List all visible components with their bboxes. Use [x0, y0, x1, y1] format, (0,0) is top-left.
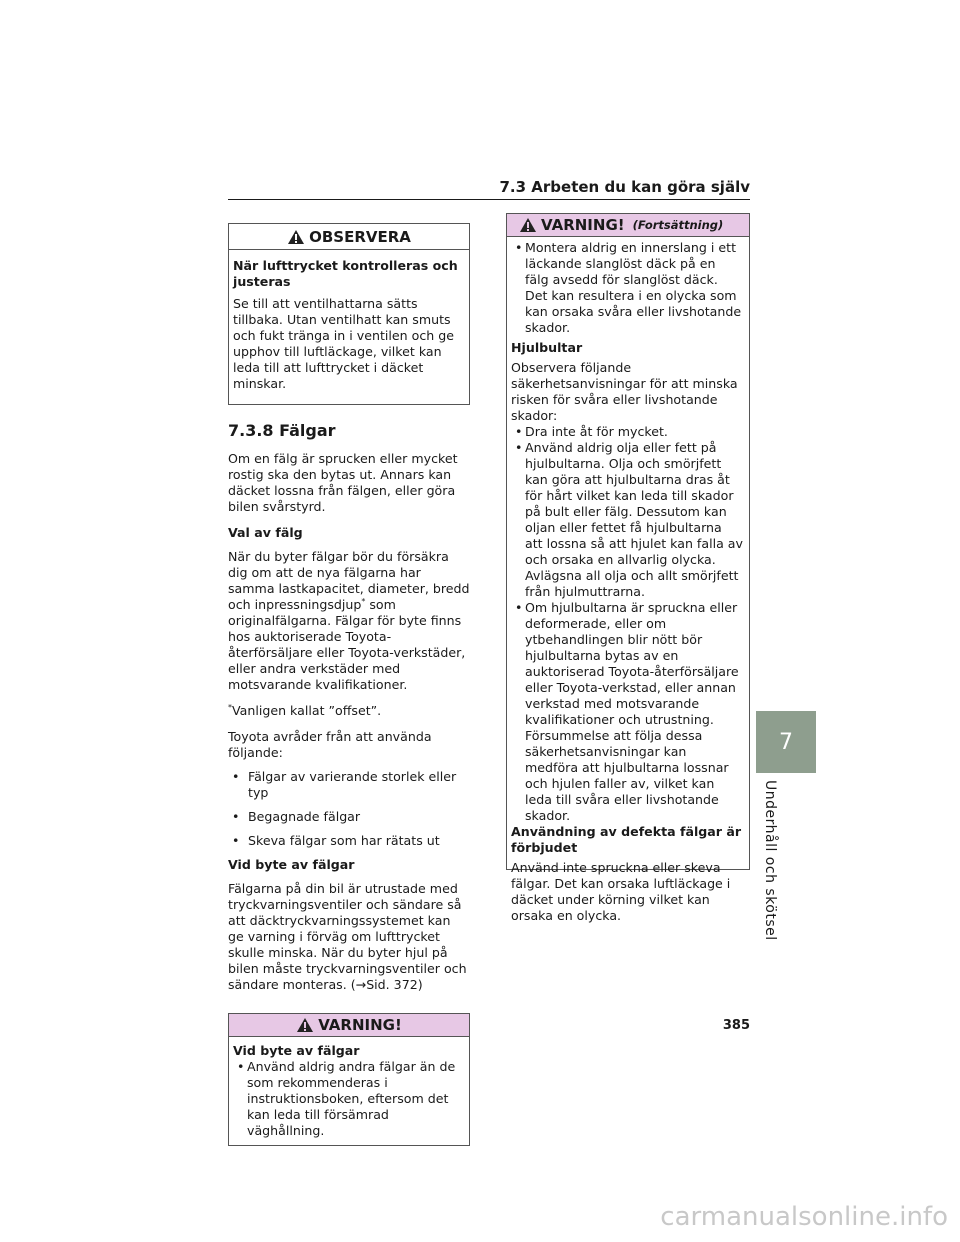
val-text — [228, 549, 470, 693]
footnote-sup: * — [228, 702, 232, 712]
observera-heading: OBSERVERA — [309, 227, 411, 246]
hjul-item: • Dra inte åt för mycket. — [511, 424, 743, 440]
varning-cont-header — [507, 214, 749, 237]
defekt-text: Använd inte spruckna eller skeva fälgar. Det kan orsaka luftläckage i däcket under körning vilket kan orsaka en olycka. — [511, 860, 731, 923]
byte-title: Vid byte av fälgar — [228, 857, 355, 872]
varning-subheading: Vid byte av fälgar — [233, 1043, 360, 1058]
page-number: 385 — [722, 1018, 750, 1033]
footnote — [228, 703, 470, 719]
watermark-text: carmanualsonline.info — [660, 1202, 948, 1232]
val-title: Val av fälg — [228, 525, 303, 540]
avoid-item: • Skeva fälgar som har rätats ut — [228, 833, 470, 849]
observera-text: Se till att ventilhattarna sätts tillbaka. Utan ventilhatt kan smuts och fukt tränga in i ventilen och ge upphov till luftläckage, vilket kan leda till att lufttrycket i däcket minskar. — [233, 296, 454, 391]
warning-icon — [296, 1017, 314, 1033]
varning-heading: VARNING! — [318, 1016, 402, 1034]
hjul-item: • Använd aldrig olja eller fett på hjulbultarna. Olja och smörjfett kan göra att hjulbultarna dras åt för hårt vilket kan leda till skador på bult eller fälg. Dessutom kan oljan eller fettet få hjulbultarna att lossna så att hjulet kan falla av och orsaka en allvarlig olycka. Avlägsna all olja och allt smörjfett från hjulmuttrarna. — [511, 440, 743, 600]
observera-box — [228, 223, 470, 405]
avoid-item: • Begagnade fälgar — [228, 809, 470, 825]
varning-item: • Använd aldrig andra fälgar än de som rekommenderas i instruktionsboken, eftersom det kan leda till försämrad väghållning. — [233, 1059, 463, 1139]
hjul-title: Hjulbultar — [511, 340, 583, 355]
hjul-item: • Om hjulbultarna är spruckna eller deformerade, eller om ytbehandlingen blir nött bör hjulbultarna bytas av en auktoriserad Toyota-återförsäljare eller Toyota-verkstad, eller annan verkstad med motsvarande kvalifikationer och utrustning. Försummelse att följa dessa säkerhetsanvisningar kan medföra att hjulbultarna lossnar och hjulen faller av, vilket kan leda till svåra eller livshotande skador. — [511, 600, 743, 824]
varning-header — [229, 1014, 469, 1037]
observera-header — [229, 224, 469, 250]
varning-box — [228, 1013, 470, 1146]
left-column — [228, 223, 470, 1146]
defekt-title: Användning av defekta fälgar är förbjudet — [511, 824, 742, 855]
varning-cont-body — [507, 237, 749, 936]
observera-subheading: När lufttrycket kontrolleras och justeras — [233, 258, 458, 289]
right-column — [506, 213, 750, 923]
varning-cont-box — [506, 213, 750, 923]
warning-icon — [519, 217, 537, 233]
varning-cont-item: • Montera aldrig en innerslang i ett läckande slanglöst däck på en fälg avsedd för slanglöst däck. Det kan resultera i en olycka som kan orsaka svåra eller livshotande skador. — [511, 240, 743, 336]
continuation-label: (Fortsättning) — [632, 218, 724, 232]
varning-body — [229, 1037, 469, 1145]
val-text-b: som originalfälgarna. Fälgar för byte finns hos auktoriserade Toyota-återförsäljare eller Toyota-verkstäder, eller andra verkstäder med motsvarande kvalifikationer. — [228, 597, 466, 692]
avoid-intro: Toyota avråder från att använda följande: — [228, 729, 432, 760]
byte-text: Fälgarna på din bil är utrustade med tryckvarningsventiler och sändare så att däcktryckvarningssystemet kan ge varning i förväg om lufttrycket skulle minska. När du byter hjul på bilen måste tryckvarningsventiler och sändare monteras. (→Sid. 372) — [228, 881, 467, 992]
footnote-marker: * — [361, 596, 366, 606]
hjul-intro: Observera följande säkerhetsanvisningar för att minska risken för svåra eller livshotande skador: — [511, 360, 738, 423]
avoid-item: • Fälgar av varierande storlek eller typ — [228, 769, 470, 801]
footnote-text: Vanligen kallat ”offset”. — [232, 703, 382, 718]
observera-body — [229, 250, 469, 404]
section-title: 7.3.8 Fälgar — [228, 421, 336, 440]
section-intro: Om en fälg är sprucken eller mycket rostig ska den bytas ut. Annars kan däcket lossna från fälgen, eller göra bilen svårstyrd. — [228, 451, 458, 514]
chapter-tab: 7 — [756, 711, 816, 773]
header-rule — [228, 199, 750, 200]
val-text-a: När du byter fälgar bör du försäkra dig om att de nya fälgarna har samma lastkapacitet, diameter, bredd och inpressningsdjup — [228, 549, 470, 612]
varning-cont-heading: VARNING! — [541, 216, 625, 234]
chapter-label: Underhåll och skötsel — [762, 780, 778, 941]
section-header: 7.3 Arbeten du kan göra själv — [499, 178, 750, 196]
warning-icon — [287, 229, 305, 245]
